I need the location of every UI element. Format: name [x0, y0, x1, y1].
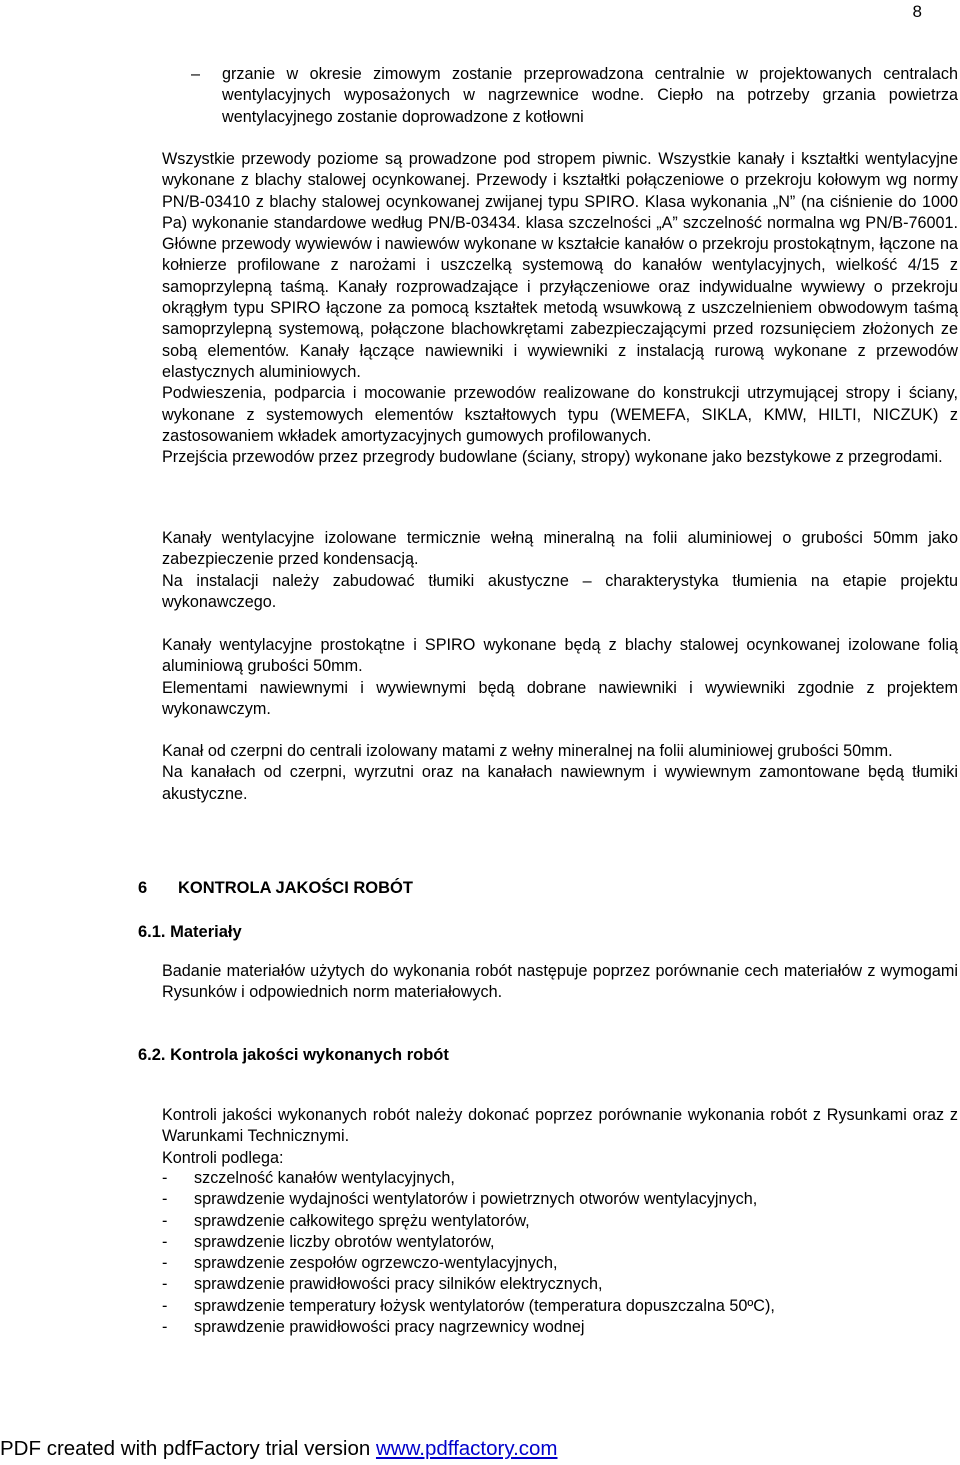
list-dash: -: [162, 1254, 168, 1273]
section-heading-6-1: [138, 923, 242, 942]
paragraph: Kontroli podlega:: [162, 1148, 284, 1167]
paragraph-spiro: [162, 635, 958, 720]
section-heading-6-2: [138, 1046, 449, 1065]
list-item: [162, 1317, 775, 1338]
pdffactory-link[interactable]: www.pdffactory.com: [375, 1437, 558, 1460]
list-item-text: sprawdzenie liczby obrotów wentylatorów,: [194, 1232, 495, 1251]
list-item-text: sprawdzenie całkowitego sprężu wentylatorów,: [194, 1211, 530, 1230]
bullet-item: [193, 64, 958, 128]
paragraph: Kanały wentylacyjne izolowane termicznie wełną mineralną na folii aluminiowej o grubości 50mm jako zabezpieczenie przed kondensacją.: [162, 529, 958, 569]
paragraph: Badanie materiałów użytych do wykonania robót następuje poprzez porównanie cech materiałów z wymogami Rysunków i odpowiednich norm materiałowych.: [162, 962, 958, 1002]
list-item: [162, 1189, 775, 1210]
paragraph-quality-control: [162, 1105, 958, 1169]
bullet-dash: –: [191, 65, 201, 83]
list-dash: -: [162, 1190, 168, 1209]
list-item: [162, 1274, 775, 1295]
list-item-text: sprawdzenie zespołów ogrzewczo-wentylacyjnych,: [194, 1254, 558, 1273]
list-dash: -: [162, 1318, 168, 1337]
paragraph-insulation: [162, 528, 958, 613]
list-item: [162, 1232, 775, 1253]
list-item: [162, 1296, 775, 1317]
paragraph: Wszystkie przewody poziome są prowadzone pod stropem piwnic. Wszystkie kanały i kształtki wentylacyjne wykonane z blachy stalowej ocynkowanej. Przewody i kształtki połączeniowe o przekroju kołowym wg normy PN/B-03410 z blachy stalowej ocynkowanej zwijanej typu SPIRO. Klasa wykonania „N” (na ciśnienie do 1000 Pa) wykonanie standardowe według PN/B-03434. klasa szczelności „A” szczelność normalna wg PN/B-76001. Główne przewody wywiewów i nawiewów wykonane w kształcie kanałów o przekroju prostokątnym, łączone na kołnierze profilowane z narożami i uszczelką systemową do kanałów wentylacyjnych, wielkość 4/15 z samoprzylepną taśmą. Kanały rozprowadzające i przyłączeniowe oraz indywidualne wywiewy o przekroju okrągłym typu SPIRO łączone za pomocą kształtek metodą wsuwkową z uszczelnieniem obwodowym taśmą samoprzylepną systemową, połączone blachowkrętami zabezpieczającymi przed rozsunięciem złożonych ze sobą elementów. Kanały łączące nawiewniki i wywiewniki z instalacją rurową wykonane z przewodów elastycznych aluminiowych.: [162, 150, 958, 381]
section-number: 6: [138, 879, 148, 897]
list-item-text: sprawdzenie wydajności wentylatorów i powietrznych otworów wentylacyjnych,: [194, 1190, 758, 1209]
paragraph: Podwieszenia, podparcia i mocowanie przewodów realizowane do konstrukcji utrzymującej stropy i ściany, wykonane z systemowych elementów kształtowych typu (WEMEFA, SIKLA, KMW, HILTI, NICZUK) z zastosowaniem wkładek amortyzacyjnych gumowych profilowanych.: [162, 384, 958, 445]
section-number: 6.1.: [138, 923, 166, 941]
paragraph: Przejścia przewodów przez przegrody budowlane (ściany, stropy) wykonane jako bezstykowe z przegrodami.: [162, 448, 943, 467]
bullet-text: grzanie w okresie zimowym zostanie przeprowadzona centralnie w projektowanych centralach wentylacyjnych wyposażonych w nagrzewnice wodne. Ciepło na potrzeby grzania powietrza wentylacyjnego zostanie doprowadzone z kotłowni: [222, 65, 958, 126]
list-item-text: sprawdzenie prawidłowości pracy silników elektrycznych,: [194, 1275, 603, 1294]
paragraph: Elementami nawiewnymi i wywiewnymi będą dobrane nawiewniki i wywiewniki zgodnie z projektem wykonawczym.: [162, 678, 958, 718]
list-item-text: sprawdzenie prawidłowości pracy nagrzewnicy wodnej: [194, 1318, 585, 1337]
section-title: Kontrola jakości wykonanych robót: [170, 1046, 449, 1064]
pdf-footer: [0, 1437, 558, 1461]
list-dash: -: [162, 1296, 168, 1315]
footer-text: PDF created with pdfFactory trial version: [0, 1437, 376, 1460]
list-item: [162, 1211, 775, 1232]
paragraph: Na kanałach od czerpni, wyrzutni oraz na kanałach nawiewnym i wywiewnym zamontowane będą tłumiki akustyczne.: [162, 763, 958, 803]
section-title: Materiały: [170, 923, 242, 941]
list-item-text: sprawdzenie temperatury łożysk wentylatorów (temperatura dopuszczalna 50ºC),: [194, 1296, 775, 1315]
section-heading-6: [138, 879, 413, 898]
list-item: [162, 1253, 775, 1274]
paragraph: Kanały wentylacyjne prostokątne i SPIRO wykonane będą z blachy stalowej ocynkowanej izolowane folią aluminiową grubości 50mm.: [162, 636, 958, 676]
list-dash: -: [162, 1232, 168, 1251]
list-dash: -: [162, 1211, 168, 1230]
list-item-text: szczelność kanałów wentylacyjnych,: [194, 1169, 455, 1187]
paragraph-ducts-description: [162, 149, 958, 468]
page-number: 8: [912, 2, 922, 21]
list-dash: -: [162, 1169, 168, 1187]
paragraph: Kontroli jakości wykonanych robót należy dokonać poprzez porównanie wykonania robót z Rysunkami oraz z Warunkami Technicznymi.: [162, 1106, 958, 1146]
paragraph: Kanał od czerpni do centrali izolowany matami z wełny mineralnej na folii aluminiowej grubości 50mm.: [162, 742, 893, 760]
paragraph: Na instalacji należy zabudować tłumiki akustyczne – charakterystyka tłumienia na etapie projektu wykonawczego.: [162, 571, 958, 611]
list-item: [162, 1168, 775, 1189]
paragraph-materials: [162, 961, 958, 1004]
section-title: KONTROLA JAKOŚCI ROBÓT: [178, 879, 413, 897]
list-dash: -: [162, 1275, 168, 1294]
control-list: [162, 1168, 775, 1338]
paragraph-intake: [162, 741, 958, 805]
section-number: 6.2.: [138, 1046, 166, 1064]
